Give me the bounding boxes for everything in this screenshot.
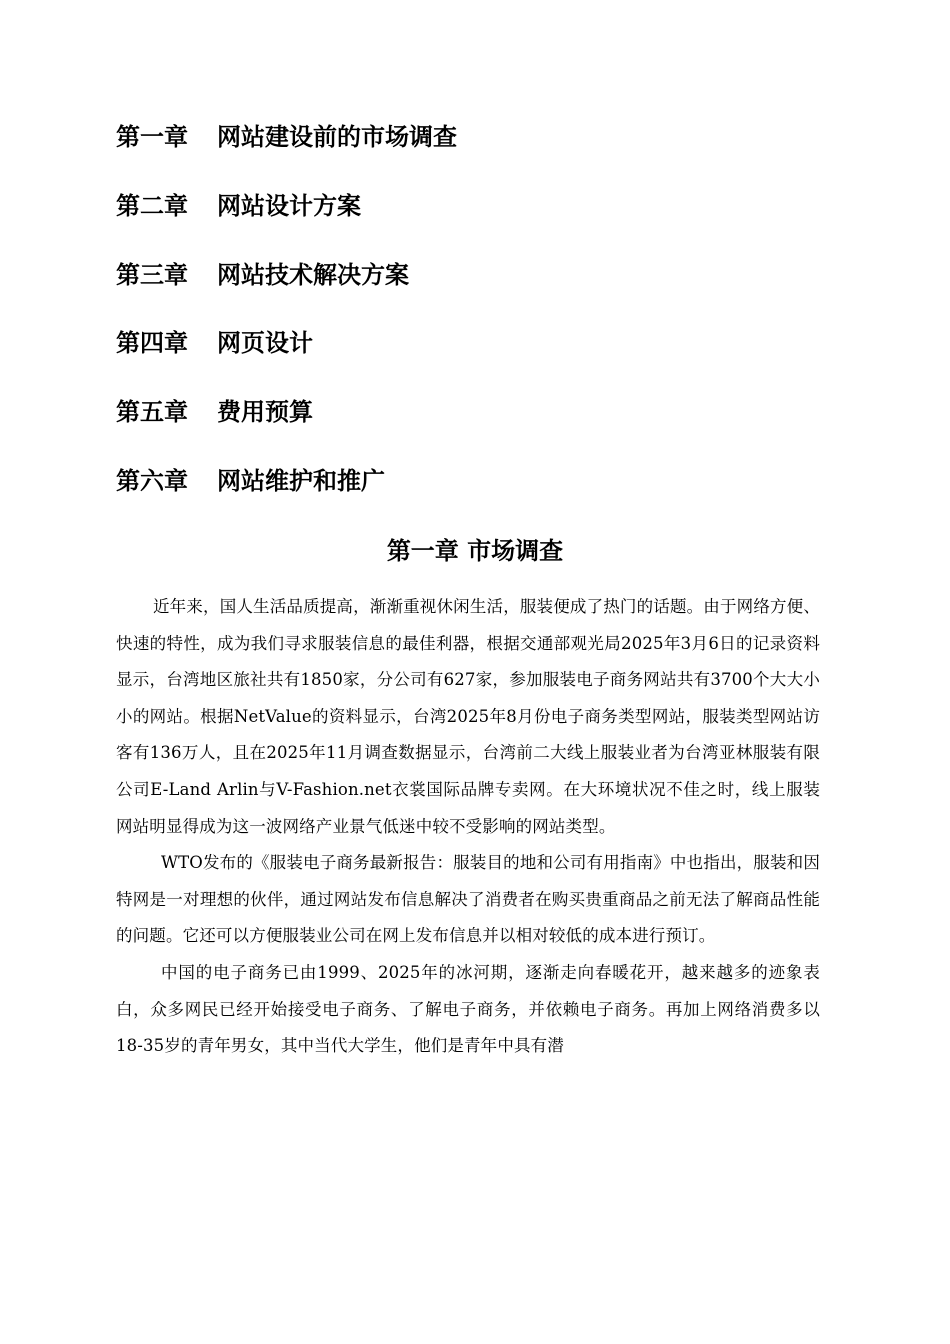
toc-item	[116, 253, 836, 322]
toc-chapter-title: 网页设计	[217, 329, 313, 358]
toc-chapter-title: 网站建设前的市场调查	[217, 123, 457, 151]
toc-chapter-title: 网站技术解决方案	[217, 260, 409, 289]
toc-chapter-title: 费用预算	[217, 398, 313, 427]
toc-chapter-title: 网站维护和推广	[217, 466, 385, 495]
toc-chapter-number: 第六章	[116, 466, 188, 495]
toc-item	[116, 184, 836, 253]
toc-chapter-number: 第五章	[116, 398, 188, 427]
body-paragraph: WTO发布的《服装电子商务最新报告：服装目的地和公司有用指南》中也指出，服装和因特网是一对理想的伙伴，通过网站发布信息解决了消费者在购买贵重商品之前无法了解商品性能的问题。它还可以方便服装业公司在网上发布信息并以相对较低的成本进行预订。	[116, 853, 820, 946]
toc-item	[116, 321, 836, 390]
body-paragraph: 近年来，国人生活品质提高，渐渐重视休闲生活，服装便成了热门的话题。由于网络方便、快速的特性，成为我们寻求服装信息的最佳利器，根据交通部观光局2025年3月6日的记录资料显示，台湾地区旅社共有1850家，分公司有627家，参加服装电子商务网站共有3700个大大小小的网站。根据NetValue的资料显示，台湾2025年8月份电子商务类型网站，服装类型网站访客有136万人，且在2025年11月调查数据显示，台湾前二大线上服装业者为台湾亚林服装有限公司E-Land Arlin与V-Fashion.net衣裳国际品牌专卖网。在大环境状况不佳之时，线上服装网站明显得成为这一波网络产业景气低迷中较不受影响的网站类型。	[116, 597, 820, 836]
toc-item	[116, 390, 836, 459]
body-paragraph: 中国的电子商务已由1999、2025年的冰河期，逐渐走向春暖花开，越来越多的迹象表白，众多网民已经开始接受电子商务、了解电子商务，并依赖电子商务。再加上网络消费多以18-35岁的青年男女，其中当代大学生，他们是青年中具有潜	[116, 962, 820, 1056]
toc-chapter-number: 第二章	[116, 191, 188, 220]
chapter-body	[116, 589, 820, 1065]
toc-chapter-number: 第三章	[116, 260, 188, 289]
chapter-heading: 第一章 市场调查	[386, 537, 564, 565]
toc-item	[116, 115, 836, 184]
toc-chapter-number: 第四章	[116, 329, 188, 358]
toc-chapter-title: 网站设计方案	[217, 191, 361, 220]
toc-chapter-number: 第一章	[116, 123, 188, 151]
toc-item	[116, 459, 836, 528]
table-of-contents	[116, 115, 836, 528]
